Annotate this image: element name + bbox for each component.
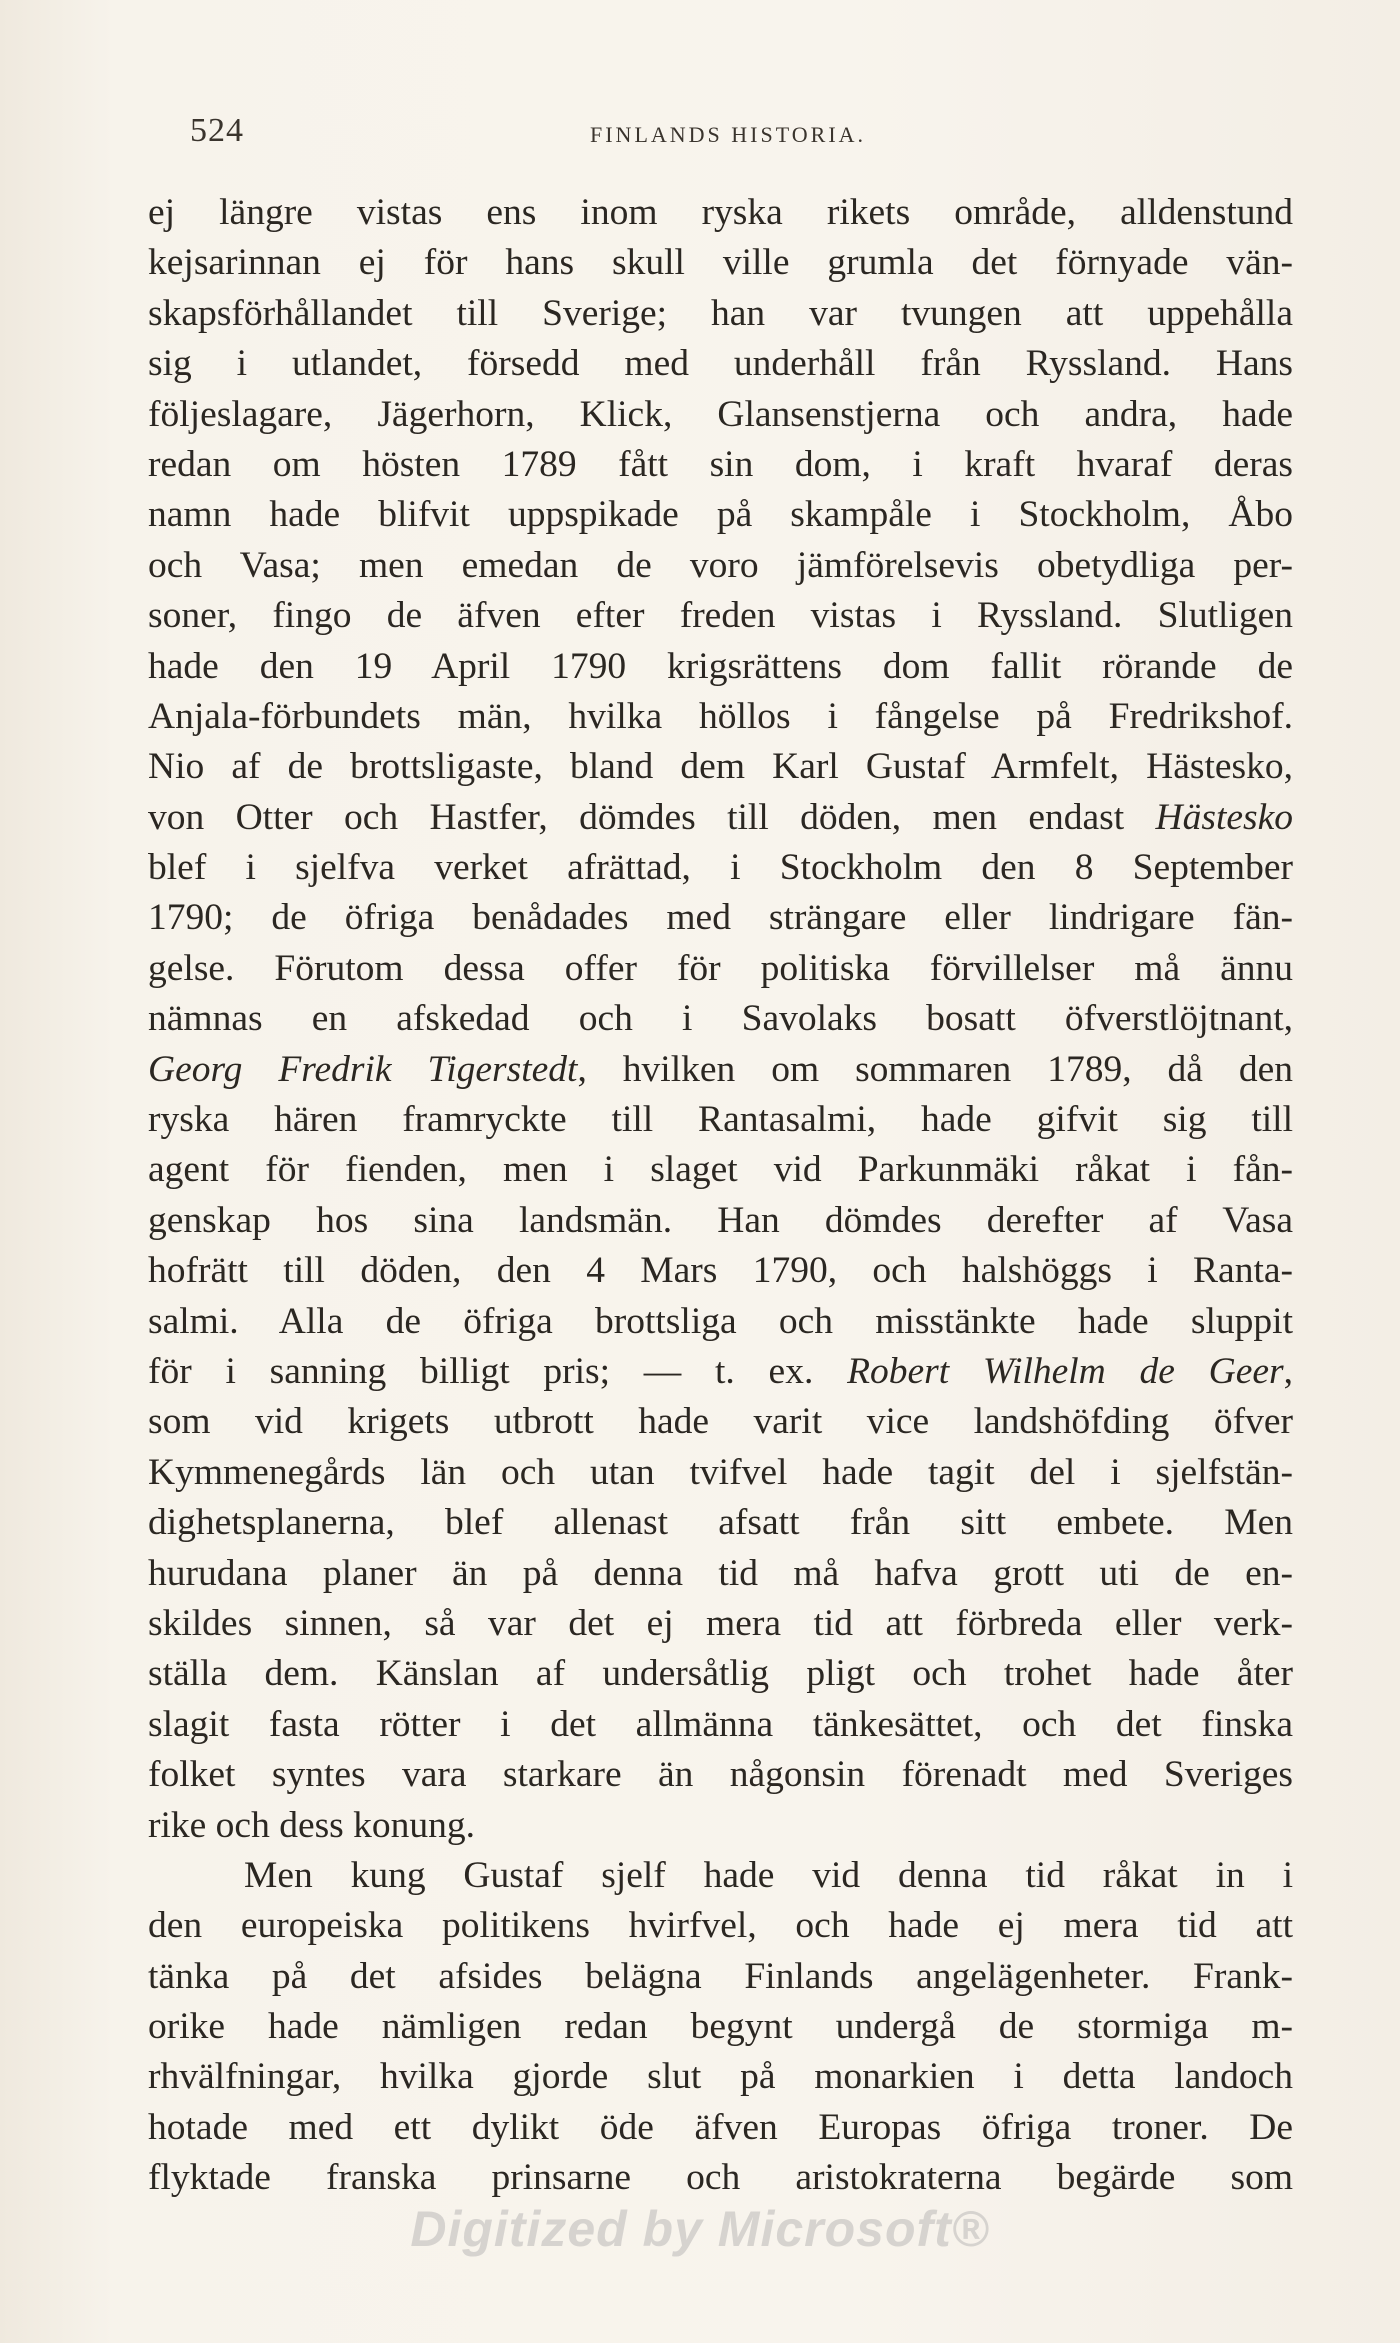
line-text: för i sanning billigt pris; — t. ex. — [148, 1350, 848, 1392]
line-tail: , — [1283, 1350, 1293, 1392]
text-line — [148, 2002, 1293, 2052]
text-line — [148, 1599, 1293, 1649]
text-line — [148, 793, 1293, 843]
page-header — [190, 112, 1320, 162]
line-text: ryska hären framryckte till Rantasalmi, hade gifvit sig till — [148, 1099, 1293, 1141]
text-line — [148, 339, 1293, 389]
text-line — [148, 742, 1293, 792]
text-line — [148, 1095, 1293, 1145]
text-line — [148, 2153, 1293, 2203]
page-number: 524 — [190, 112, 244, 149]
text-line — [148, 2052, 1293, 2102]
text-line — [148, 642, 1293, 692]
line-text: tänka på det afsides belägna Finlands angelägenheter. Frank- — [148, 1955, 1293, 1997]
text-line — [148, 1196, 1293, 1246]
line-text: som vid krigets utbrott hade varit vice landshöfding öfver — [148, 1401, 1293, 1443]
line-text: , hvilken om sommaren 1789, då den — [577, 1048, 1293, 1090]
text-line — [148, 1649, 1293, 1699]
line-text: ej längre vistas ens inom ryska rikets område, alldenstund — [148, 192, 1293, 233]
running-head: FINLANDS HISTORIA. — [590, 122, 867, 147]
text-line — [148, 994, 1293, 1044]
line-text: dighetsplanerna, blef allenast afsatt från sitt embete. Men — [148, 1502, 1293, 1544]
text-line — [148, 692, 1293, 742]
line-text: slagit fasta rötter i det allmänna tänkesättet, och det finska — [148, 1703, 1293, 1745]
line-text: genskap hos sina landsmän. Han dömdes derefter af Vasa — [148, 1199, 1293, 1241]
line-text: skapsförhållandet till Sverige; han var tvungen att uppehålla — [148, 292, 1293, 334]
text-line — [148, 944, 1293, 994]
line-text: sig i utlandet, försedd med underhåll från Ryssland. Hans — [148, 343, 1293, 385]
line-text: soner, fingo de äfven efter freden vistas i Ryssland. Slutligen — [148, 595, 1293, 637]
line-text: och Vasa; men emedan de voro jämförelsevis obetydliga per- — [148, 544, 1293, 586]
text-line — [148, 1145, 1293, 1195]
line-text: rhvälfningar, hvilka gjorde slut på monarkien i detta landoch — [148, 2056, 1293, 2098]
line-text: Anjala-förbundets män, hvilka höllos i fångelse på Fredrikshof. — [148, 695, 1293, 737]
text-line — [148, 1801, 1293, 1851]
text-line — [148, 591, 1293, 641]
text-line — [148, 1246, 1293, 1296]
text-line — [148, 1045, 1293, 1095]
line-text: ställa dem. Känslan af undersåtlig pligt och trohet hade åter — [148, 1653, 1293, 1695]
text-line — [148, 1851, 1293, 1901]
text-line — [148, 1952, 1293, 2002]
text-line — [148, 188, 1293, 238]
line-text: följeslagare, Jägerhorn, Klick, Glansenstjerna och andra, hade — [148, 393, 1293, 435]
line-text: blef i sjelfva verket afrättad, i Stockholm den 8 September — [148, 847, 1293, 889]
line-text: flyktade franska prinsarne och aristokraterna begärde som — [148, 2157, 1293, 2199]
text-line — [148, 1397, 1293, 1447]
text-line — [148, 1549, 1293, 1599]
line-text: hurudana planer än på denna tid må hafva grott uti de en- — [148, 1552, 1293, 1594]
text-line — [148, 843, 1293, 893]
line-text: nämnas en afskedad och i Savolaks bosatt öfverstlöjtnant, — [148, 998, 1293, 1040]
line-text: Men kung Gustaf sjelf hade vid denna tid råkat in i — [244, 1854, 1293, 1896]
line-text: rike och dess konung. — [148, 1804, 476, 1846]
text-line — [148, 1347, 1293, 1397]
text-line — [148, 1750, 1293, 1800]
italic-name: Hästesko — [1155, 796, 1293, 838]
line-text: Kymmenegårds län och utan tvifvel hade tagit del i sjelfstän- — [148, 1451, 1293, 1493]
line-text: Nio af de brottsligaste, bland dem Karl Gustaf Armfelt, Hästesko, — [148, 746, 1293, 788]
digitization-watermark: Digitized by Microsoft® — [410, 2201, 990, 2257]
text-line — [148, 1297, 1293, 1347]
line-text: orike hade nämligen redan begynt undergå de stormiga m- — [148, 2006, 1293, 2048]
text-line — [148, 541, 1293, 591]
line-text: kejsarinnan ej för hans skull ville grumla det förnyade vän- — [148, 242, 1293, 284]
line-text: skildes sinnen, så var det ej mera tid att förbreda eller verk- — [148, 1602, 1293, 1644]
italic-name: Robert Wilhelm de Geer — [847, 1350, 1284, 1392]
line-text: hade den 19 April 1790 krigsrättens dom fallit rörande de — [148, 645, 1293, 687]
text-line — [148, 1700, 1293, 1750]
line-text: den europeiska politikens hvirfvel, och hade ej mera tid att — [148, 1905, 1293, 1947]
text-line — [148, 1498, 1293, 1548]
line-text: salmi. Alla de öfriga brottsliga och misstänkte hade sluppit — [148, 1300, 1293, 1342]
line-text: namn hade blifvit uppspikade på skampåle i Stockholm, Åbo — [148, 494, 1293, 536]
line-text: agent för fienden, men i slaget vid Parkunmäki råkat i fån- — [148, 1149, 1293, 1191]
text-line — [148, 1448, 1293, 1498]
text-line — [148, 390, 1293, 440]
line-text: gelse. Förutom dessa offer för politiska förvillelser må ännu — [148, 947, 1293, 989]
line-text: folket syntes vara starkare än någonsin förenadt med Sveriges — [148, 1754, 1293, 1796]
text-line — [148, 289, 1293, 339]
text-line — [148, 893, 1293, 943]
text-line — [148, 440, 1293, 490]
italic-name: Georg Fredrik Tigerstedt — [148, 1048, 578, 1090]
line-text: redan om hösten 1789 fått sin dom, i kraft hvaraf deras — [148, 443, 1293, 485]
line-text: 1790; de öfriga benådades med strängare eller lindrigare fän- — [148, 897, 1293, 939]
line-text: hotade med ett dylikt öde äfven Europas öfriga troner. De — [148, 2106, 1293, 2148]
text-line — [148, 490, 1293, 540]
text-line — [148, 1901, 1293, 1951]
body-text — [148, 188, 1293, 2204]
line-text: von Otter och Hastfer, dömdes till döden, men endast — [148, 796, 1156, 838]
text-line — [148, 2103, 1293, 2153]
line-text: hofrätt till döden, den 4 Mars 1790, och halshöggs i Ranta- — [148, 1250, 1293, 1292]
text-line — [148, 238, 1293, 288]
